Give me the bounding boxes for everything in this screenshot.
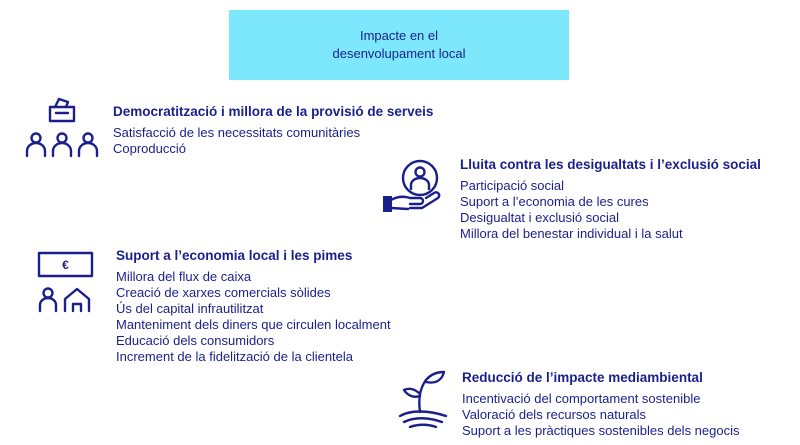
list-item: Coproducció xyxy=(113,141,186,156)
sprouting-plant-icon xyxy=(398,368,448,428)
list-item: Suport a l’economia de les cures xyxy=(460,194,649,209)
section-title: Reducció de l’impacte mediambiental xyxy=(462,370,703,385)
list-item: Desigualtat i exclusió social xyxy=(460,210,619,225)
list-item: Millora del flux de caixa xyxy=(116,269,252,284)
list-item: Manteniment dels diners que circulen localment xyxy=(116,317,391,332)
section-impacte-mediambiental xyxy=(462,369,740,439)
header-line-2: desenvolupament local xyxy=(332,46,466,61)
list-item: Increment de la fidelització de la clientela xyxy=(116,349,354,364)
section-desigualtats xyxy=(460,156,761,242)
section-title: Democratització i millora de la provisió de serveis xyxy=(113,104,434,119)
list-item: Educació dels consumidors xyxy=(116,333,275,348)
section-title: Suport a l’economia local i les pimes xyxy=(116,248,353,263)
list-item: Satisfacció de les necessitats comunitàries xyxy=(113,125,361,140)
list-item: Creació de xarxes comercials sòlides xyxy=(116,285,331,300)
euro-symbol: € xyxy=(62,258,69,272)
section-title: Lluita contra les desigualtats i l’exclusió social xyxy=(460,157,761,172)
ballot-box-and-people-icon xyxy=(24,96,100,158)
list-item: Participació social xyxy=(460,178,565,193)
list-item: Millora del benestar individual i la salut xyxy=(460,226,683,241)
header-box xyxy=(229,10,569,80)
header-line-1: Impacte en el xyxy=(359,28,439,43)
hand-holding-person-icon xyxy=(382,156,444,214)
euro-banknote-person-house-icon xyxy=(36,251,96,315)
list-item: Incentivació del comportament sostenible xyxy=(462,391,701,406)
list-item: Suport a les pràctiques sostenibles dels negocis xyxy=(462,423,740,438)
list-item: Ús del capital infrautilitzat xyxy=(116,301,264,316)
section-democratitzacio xyxy=(113,103,433,157)
section-economia-local xyxy=(116,247,391,365)
list-item: Valoració dels recursos naturals xyxy=(462,407,647,422)
